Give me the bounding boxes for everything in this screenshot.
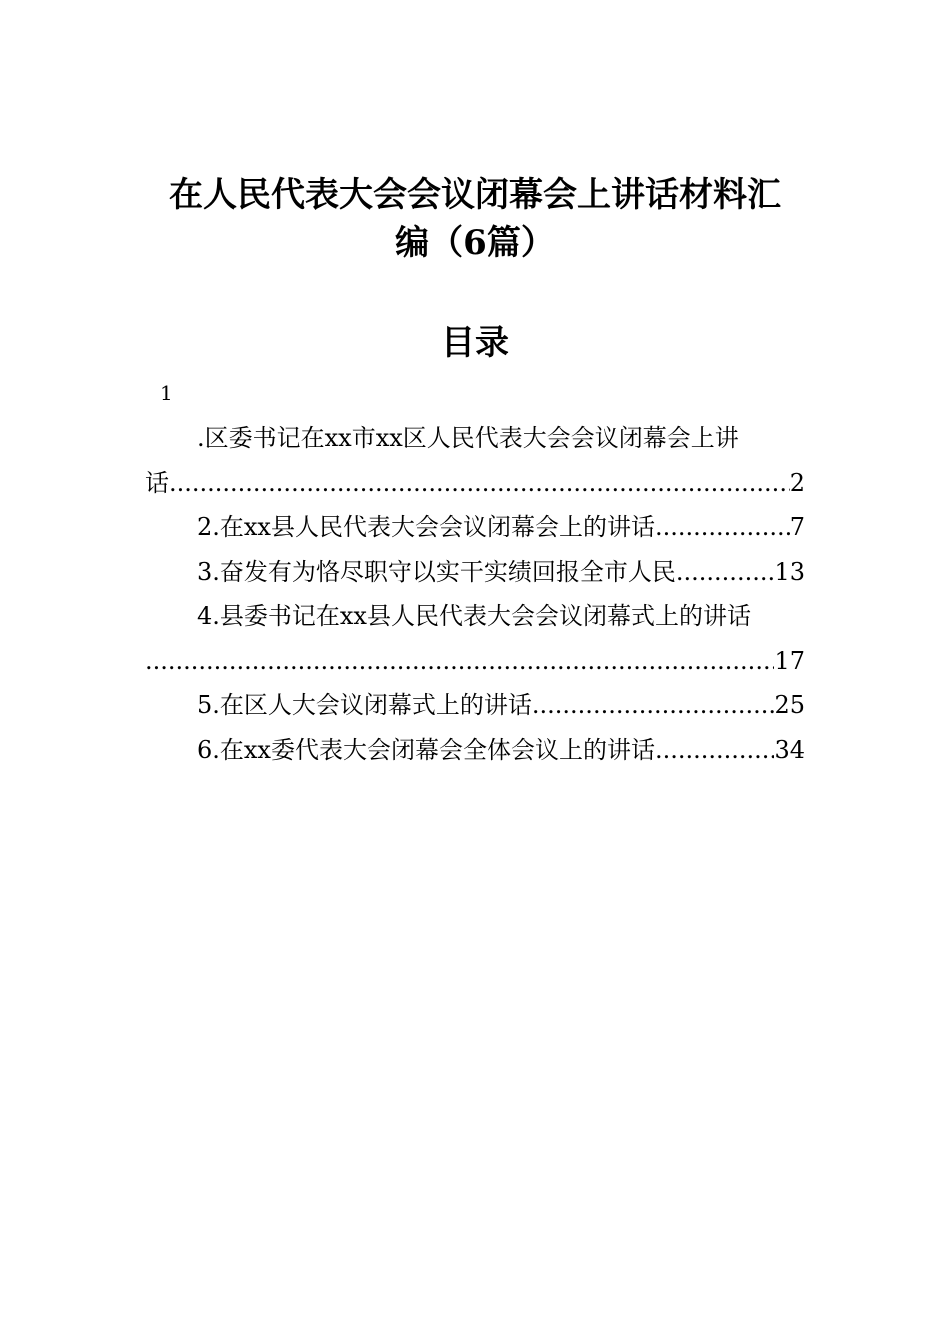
toc-entry-4-line-2[interactable] [145,639,805,684]
toc-entry-1-title: .区委书记在xx市xx区人民代表大会会议闭幕会上讲 [197,424,739,452]
toc-entry-4-page: 17 [774,646,805,675]
toc-leader-dots [145,639,774,684]
toc-entry-1-line-2[interactable] [145,461,805,506]
toc-entry-6-title: 6.在xx委代表大会闭幕会全体会议上的讲话 [197,735,655,764]
toc-entry-2-title: 2.在xx县人民代表大会会议闭幕会上的讲话 [197,513,655,541]
toc-entry-2-page: 7 [789,513,805,541]
toc-entry-6-page: 34 [774,735,805,764]
toc-leader-dots [676,550,775,595]
toc-first-number: 1 [160,381,173,405]
toc-entry-6[interactable] [145,728,805,773]
toc-entry-5[interactable] [145,683,805,728]
toc-leader-dots [169,461,790,506]
toc-entry-5-page: 25 [774,691,805,719]
toc-entry-2[interactable] [145,505,805,550]
toc-entry-3-page: 13 [774,557,805,586]
toc-entry-4-line-1[interactable] [145,594,805,639]
toc-entry-1-line-1[interactable] [145,416,805,461]
toc-leader-dots [655,728,774,773]
document-title-line-1: 在人民代表大会会议闭幕会上讲话材料汇 [169,175,781,215]
toc-leader-dots [532,683,775,728]
toc-entry-3[interactable] [145,550,805,595]
toc-entry-1-title-cont: 话 [145,468,169,497]
toc-entry-1-page: 2 [789,468,805,497]
toc-entry-3-title: 3.奋发有为恪尽职守以实干实绩回报全市人民 [197,557,676,586]
toc-entry-5-title: 5.在区人大会议闭幕式上的讲话 [197,691,532,719]
toc-heading: 目录 [441,323,509,363]
toc-entry-4-title: 4.县委书记在xx县人民代表大会会议闭幕式上的讲话 [197,602,751,630]
toc-leader-dots [655,505,790,550]
table-of-contents [145,416,805,772]
document-title-line-2: 编（6篇） [395,223,555,263]
